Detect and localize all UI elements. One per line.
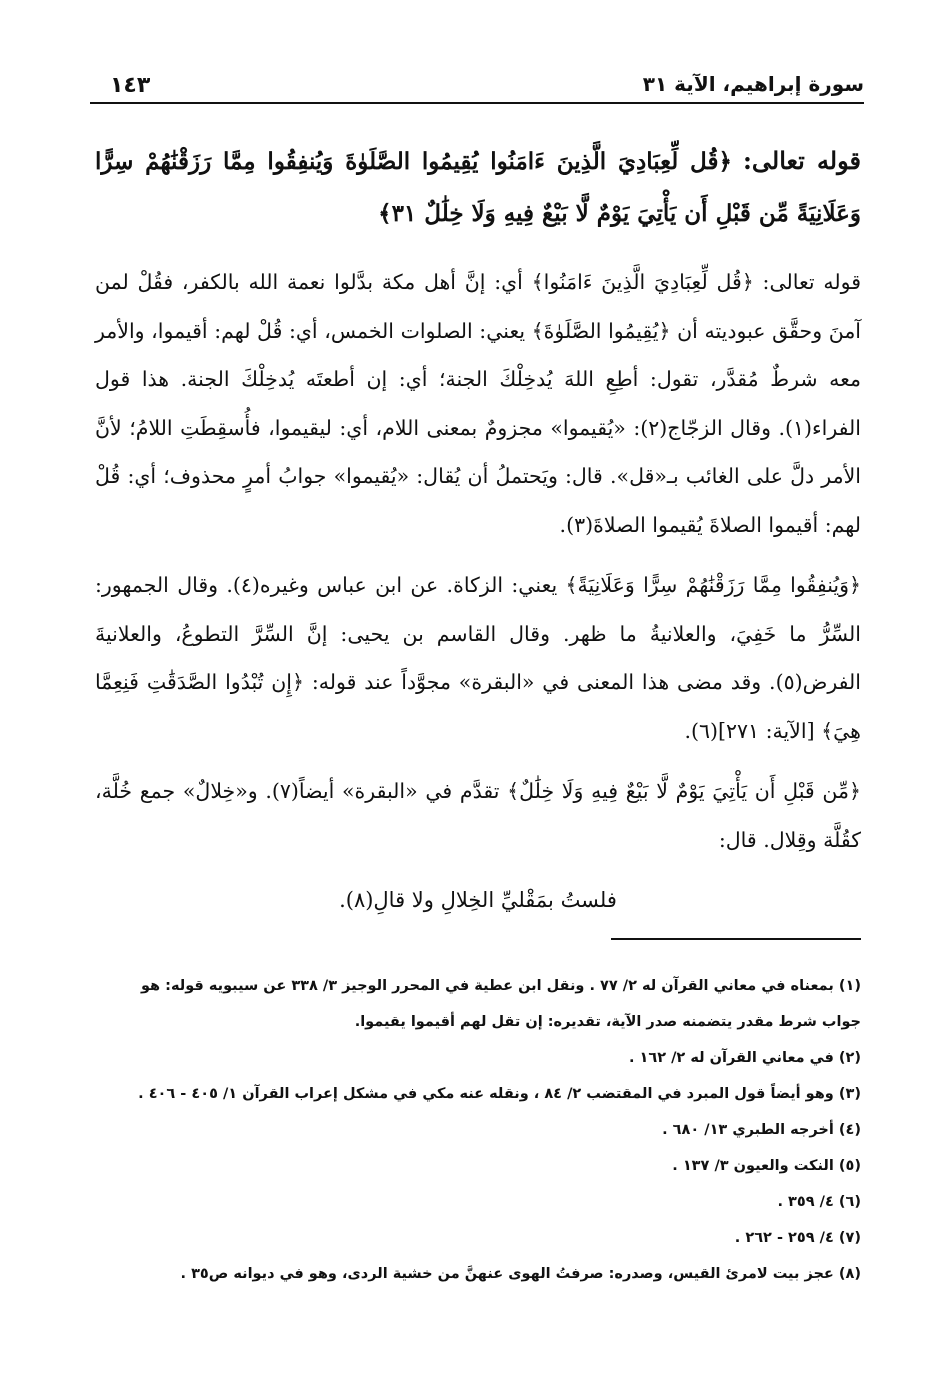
footnote-2: (٢) في معاني القرآن له ٢/ ١٦٢ . xyxy=(628,1050,861,1066)
paragraph-1: قوله تعالى: ﴿قُل لِّعِبَادِيَ الَّذِينَ ءَامَنُوا﴾ أي: إنَّ أهل مكة بدَّلوا نعمة الله بالكفر، فقُلْ لمن آمنَ وحقَّق عبوديته أن ﴿يُقِيمُوا الصَّلَوٰةَ﴾ يعني: الصلوات الخمس، أي: قُلْ لهم: أقيموا، والأمر معه شرطٌ مُقدَّر، تقول: أطِعِ اللهَ يُدخِلْكَ الجنة؛ أي: إن أطعتَه يُدخِلْكَ الجنة. هذا قول الفراء(١). وقال الزجّاج(٢): «يُقيموا» مجزومٌ بمعنى اللام، أي: ليقيموا، فأُسقِطَتِ اللامُ؛ لأنَّ الأمر دلَّ على الغائب بـ«قل». قال: ويَحتملُ أن يُقال: «يُقيموا» جوابُ أمرٍ محذوف؛ أي: قُلْ لهم: أقيموا الصلاةَ يُقيموا الصلاةَ(٣). xyxy=(95,270,861,537)
running-title: سورة إبراهيم، الآية ٣١ xyxy=(642,72,864,96)
footnote-6: (٦) ٤/ ٣٥٩ . xyxy=(777,1194,861,1210)
footnote-7: (٧) ٤/ ٢٥٩ - ٢٦٢ . xyxy=(734,1230,861,1246)
poem-line: فلستُ بمَقْليِّ الخِلالِ ولا قالِ(٨). xyxy=(339,888,617,912)
footnote-8: (٨) عجز بيت لامرئ القيس، وصدره: صرفتُ الهوى عنهنَّ من خشية الردى، وهو في ديوانه ص٣٥ . xyxy=(180,1266,861,1282)
verse-heading xyxy=(95,135,861,240)
main-text xyxy=(95,135,861,937)
page-number: ١٤٣ xyxy=(110,73,151,98)
footnotes xyxy=(95,968,861,1292)
page-header xyxy=(90,62,864,104)
footnote-1-line1: (١) بمعناه في معاني القرآن له ٢/ ٧٧ . ونقل ابن عطية في المحرر الوجيز ٣/ ٣٣٨ عن سيبويه قوله: هو xyxy=(140,978,861,994)
footnote-1-line2: جواب شرط مقدر يتضمنه صدر الآية، تقديره: إن تقل لهم أقيموا يقيموا. xyxy=(354,1014,861,1030)
paragraph-3: ﴿مِّن قَبْلِ أَن يَأْتِيَ يَوْمٌ لَّا بَيْعٌ فِيهِ وَلَا خِلَٰلٌ﴾ تقدَّم في «البقرة» أيضاً(٧). و«خِلالٌ» جمع خُلَّة، كقُلَّة وقِلال. قال: xyxy=(95,779,861,852)
footnote-4: (٤) أخرجه الطبري ١٣/ ٦٨٠ . xyxy=(662,1122,861,1138)
footnote-5: (٥) النكت والعيون ٣/ ١٣٧ . xyxy=(672,1158,861,1174)
footnote-separator xyxy=(611,938,861,940)
footnote-1 xyxy=(95,968,861,1040)
quran-verse: ﴿قُل لِّعِبَادِيَ الَّذِينَ ءَامَنُوا يُقِيمُوا الصَّلَوٰةَ وَيُنفِقُوا مِمَّا رَزَقْنَٰهُمْ سِرًّا وَعَلَانِيَةً مِّن قَبْلِ أَن يَأْتِيَ يَوْمٌ لَّا بَيْعٌ فِيهِ وَلَا خِلَٰلٌ ٣١﴾ xyxy=(95,148,861,227)
footnote-3: (٣) وهو أيضاً قول المبرد في المقتضب ٢/ ٨٤ ، ونقله عنه مكي في مشكل إعراب القرآن ١/ ٤٠٥ - ٤٠٦ . xyxy=(138,1086,861,1102)
paragraph-2: ﴿وَيُنفِقُوا مِمَّا رَزَقْنَٰهُمْ سِرًّا وَعَلَانِيَةً﴾ يعني: الزكاة. عن ابن عباس وغيره(٤). وقال الجمهور: السِّرُّ ما خَفِيَ، والعلانيةُ ما ظهر. وقال القاسم بن يحيى: إنَّ السِّرَّ التطوعُ، والعلانيةَ الفرض(٥). وقد مضى هذا المعنى في «البقرة» مجوَّداً عند قوله: ﴿إِن تُبْدُوا الصَّدَقَٰتِ فَنِعِمَّا هِيَ﴾ [الآية: ٢٧١](٦). xyxy=(95,573,861,743)
verse-heading-lead: قوله تعالى: xyxy=(743,146,861,175)
